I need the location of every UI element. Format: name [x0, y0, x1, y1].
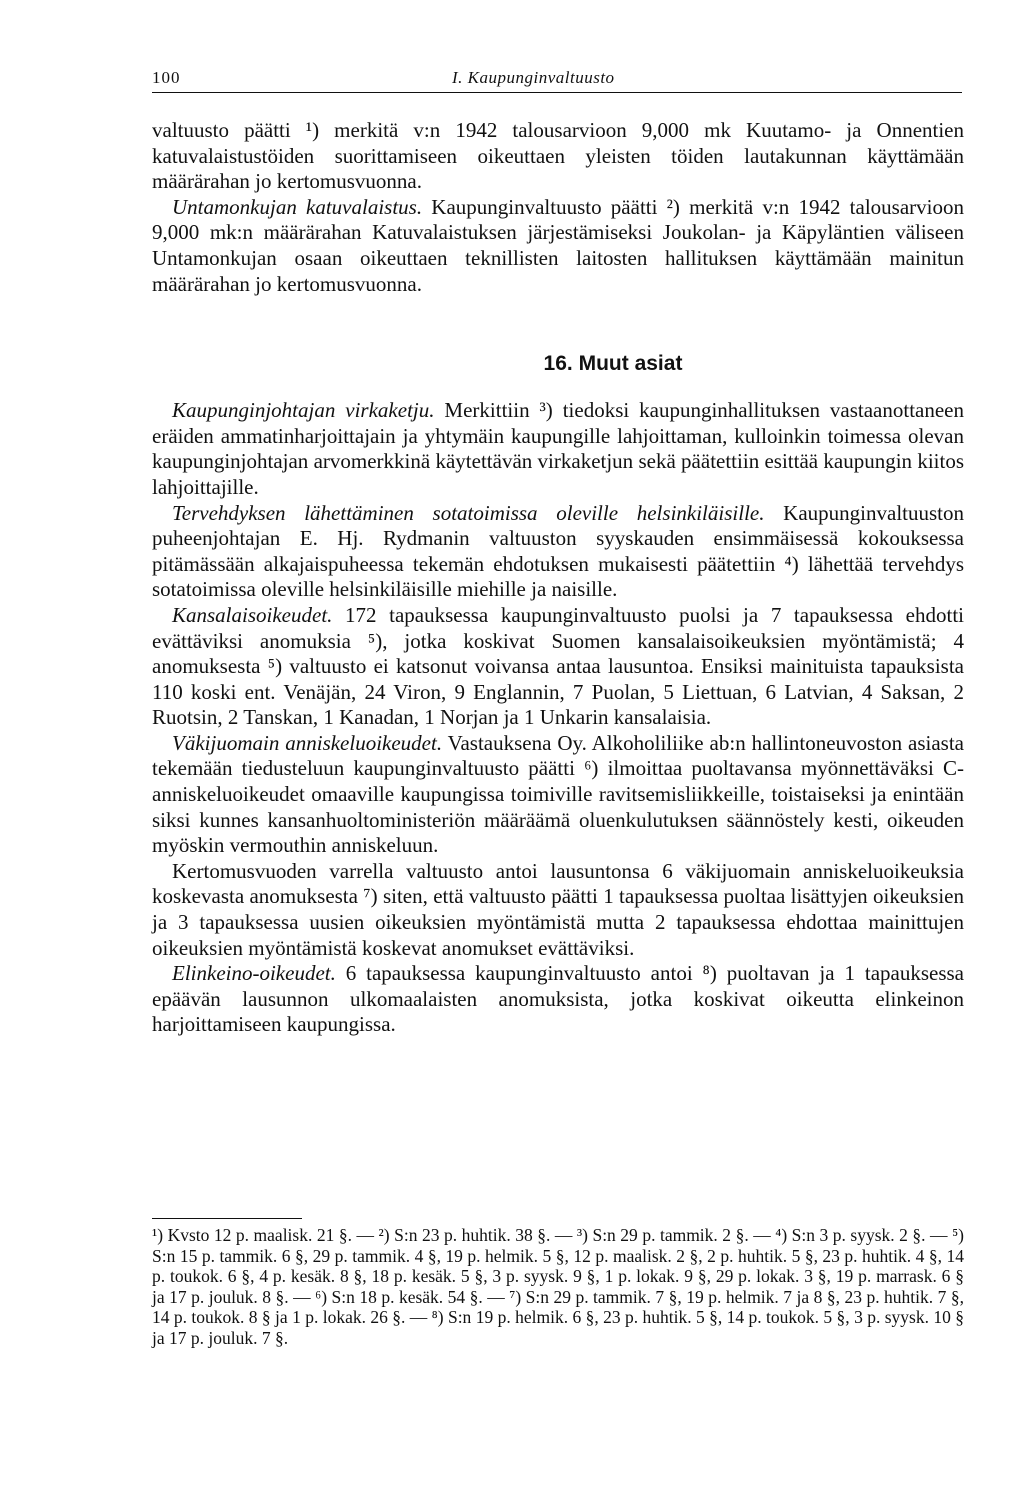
- paragraph: Kertomusvuoden varrella valtuusto antoi lausuntonsa 6 väkijuomain anniskeluoikeuksia koskevasta anomuksesta ⁷) siten, että valtuusto päätti 1 tapauksessa puoltaa lisättyjen oikeuksien ja 3 tapauksessa uusien oikeuksien myöntämistä mutta 2 tapauksessa ehdottaa mainittujen oikeuksien myöntämistä koskevat anomukset evättäviksi.: [152, 858, 964, 960]
- paragraph: Elinkeino-oikeudet. 6 tapauksessa kaupunginvaltuusto antoi ⁸) puoltavan ja 1 tapauksessa epäävän lausunnon ulkomaalaisten anomuksista, jotka koskivat oikeutta elinkeinon harjoittamiseen kaupungissa.: [152, 961, 964, 1037]
- paragraph-heading: Elinkeino-oikeudet.: [172, 961, 336, 986]
- paragraph: valtuusto päätti ¹) merkitä v:n 1942 talousarvioon 9,000 mk Kuutamo- ja Onnentien katuvalaistustöiden suorittamiseen oikeuttaen yleisten töiden lautakunnan käyttämään määrärahan jo kertomusvuonna.: [152, 118, 964, 194]
- section-number: 16.: [543, 352, 573, 376]
- paragraph: Tervehdyksen lähettäminen sotatoimissa oleville helsinkiläisille. Kaupunginvaltuuston puheenjohtajan E. Hj. Rydmanin valtuuston syyskauden ensimmäisessä kokouksessa pitämässään alkajaispuheessa tekemän ehdotuksen mukaisesti päätettiin ⁴) lähettää tervehdys sotatoimissa oleville helsinkiläisille miehille ja naisille.: [152, 500, 964, 602]
- footnote-rule: [152, 1218, 302, 1219]
- page-number: 100: [152, 68, 181, 87]
- paragraph-heading: Kansalaisoikeudet.: [172, 602, 333, 627]
- paragraph: Kansalaisoikeudet. 172 tapauksessa kaupunginvaltuusto puolsi ja 7 tapauksessa ehdotti evättäviksi anomuksia ⁵), jotka koskivat Suomen kansalaisoikeuksien myöntämistä; 4 anomuksesta ⁵) valtuusto ei katsonut voivansa antaa lausuntoa. Ensiksi mainituista tapauksista 110 koski ent. Venäjän, 24 Viron, 9 Englannin, 7 Puolan, 5 Liettuan, 6 Latvian, 4 Saksan, 2 Ruotsin, 2 Tanskan, 1 Kanadan, 1 Norjan ja 1 Unkarin kansalaisia.: [152, 602, 964, 730]
- paragraph-heading: Kaupunginjohtajan virkaketju.: [172, 398, 435, 423]
- paragraph-heading: Untamonkujan katuvalaistus.: [172, 194, 423, 219]
- footnotes: [152, 1218, 964, 1349]
- footnote-text: ¹) Kvsto 12 p. maalisk. 21 §. — ²) S:n 23 p. huhtik. 38 §. — ³) S:n 29 p. tammik. 2 §. — ⁴) S:n 3 p. syysk. 2 §. — ⁵) S:n 15 p. tammik. 6 §, 29 p. tammik. 4 §, 19 p. helmik. 5 §, 12 p. maalisk. 2 §, 2 p. huhtik. 5 §, 23 p. huhtik. 4 §, 14 p. toukok. 6 §, 4 p. kesäk. 8 §, 18 p. kesäk. 5 §, 3 p. syysk. 9 §, 1 p. lokak. 9 §, 29 p. lokak. 3 §, 19 p. marrask. 6 § ja 17 p. jouluk. 8 §. — ⁶) S:n 18 p. kesäk. 54 §. — ⁷) S:n 29 p. tammik. 7 §, 19 p. helmik. 7 ja 8 §, 23 p. huhtik. 7 §, 14 p. toukok. 8 § ja 1 p. lokak. 26 §. — ⁸) S:n 19 p. helmik. 6 §, 23 p. huhtik. 5 §, 14 p. toukok. 5 §, 3 p. syysk. 10 § ja 17 p. jouluk. 7 §.: [152, 1225, 964, 1348]
- section-title: Muut asiat: [578, 352, 683, 376]
- paragraph-heading: Väkijuomain anniskeluoikeudet.: [172, 730, 443, 755]
- section-heading: [152, 352, 964, 376]
- paragraph: Untamonkujan katuvalaistus. Kaupunginvaltuusto päätti ²) merkitä v:n 1942 talousarvioon 9,000 mk:n määrärahan Katuvalaistuksen järjestämiseksi Joukolan- ja Käpyläntien väliseen Untamonkujan osaan oikeuttaen teknillisten laitosten hallituksen käyttämään mainitun määrärahan jo kertomusvuonna.: [152, 194, 964, 296]
- paragraph: Väkijuomain anniskeluoikeudet. Vastauksena Oy. Alkoholiliike ab:n hallintoneuvoston asiasta tekemään tiedusteluun kaupunginvaltuusto päätti ⁶) ilmoittaa puoltavansa myönnettäväksi C-anniskeluoikeudet omaaville kaupungissa toimiville ravitsemisliikkeille, toistaiseksi ja enintään siksi kunnes kansanhuoltoministeriön määräämä oluenkulutuksen säännöstely kesti, oikeuden myöskin vermouthin anniskeluun.: [152, 730, 964, 858]
- page-body: [152, 118, 964, 1038]
- paragraph: Kaupunginjohtajan virkaketju. Merkittiin ³) tiedoksi kaupunginhallituksen vastaanottaneen eräiden ammatinharjoittajain ja yhtymäin kaupungille lahjoittaman, kulloinkin toimessa olevan kaupunginjohtajan arvomerkkinä käytettävän virkaketjun sekä päätettiin esittää kaupungin kiitos lahjoittajille.: [152, 398, 964, 499]
- running-title: I. Kaupunginvaltuusto: [452, 68, 615, 87]
- paragraph-heading: Tervehdyksen lähettäminen sotatoimissa oleville helsinkiläisille.: [172, 500, 765, 525]
- page-header: [152, 64, 962, 93]
